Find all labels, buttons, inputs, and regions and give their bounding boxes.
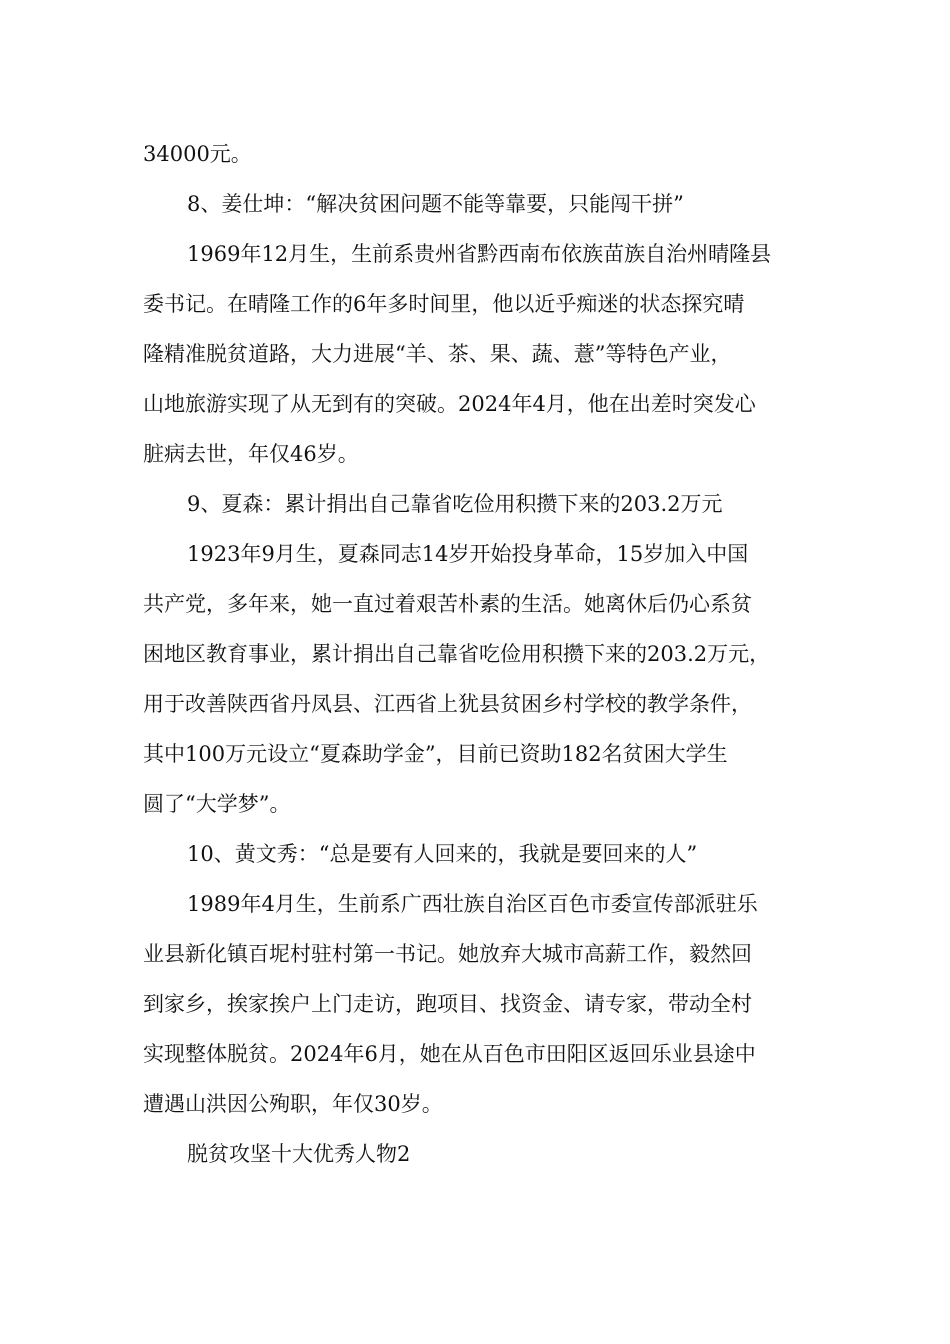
section-title: 脱贫攻坚十大优秀人物2 [187,1142,411,1166]
heading-huang-wenxiu: 10、黄文秀：“总是要有人回来的，我就是要回来的人” [187,842,698,866]
text-line: 隆精准脱贫道路，大力进展“羊、茶、果、蔬、薏”等特色产业， [143,342,732,366]
text-line: 到家乡，挨家挨户上门走访，跑项目、找资金、请专家，带动全村 [143,992,752,1016]
text-line: 1923年9月生，夏森同志14岁开始投身革命，15岁加入中国 [187,542,749,566]
text-line: 遭遇山洪因公殉职，年仅30岁。 [143,1092,443,1116]
text-line-continuation: 34000元。 [143,142,252,166]
text-line: 脏病去世，年仅46岁。 [143,442,359,466]
text-line: 委书记。在晴隆工作的6年多时间里，他以近乎痴迷的状态探究晴 [143,292,745,316]
text-line: 共产党，多年来，她一直过着艰苦朴素的生活。她离休后仍心系贫 [143,592,752,616]
text-line: 困地区教育事业，累计捐出自己靠省吃俭用积攒下来的203.2万元， [143,642,771,666]
text-line: 实现整体脱贫。2024年6月，她在从百色市田阳区返回乐业县途中 [143,1042,756,1066]
text-line: 业县新化镇百坭村驻村第一书记。她放弃大城市高薪工作，毅然回 [143,942,752,966]
text-line: 圆了“大学梦”。 [143,792,291,816]
heading-xia-sen: 9、夏森：累计捐出自己靠省吃俭用积攒下来的203.2万元 [187,492,723,516]
text-line: 用于改善陕西省丹凤县、江西省上犹县贫困乡村学校的教学条件， [143,692,752,716]
text-line: 1969年12月生，生前系贵州省黔西南布依族苗族自治州晴隆县 [187,242,772,266]
heading-jiang-shikun: 8、姜仕坤：“解决贫困问题不能等靠要，只能闯干拼” [187,192,684,216]
text-line: 其中100万元设立“夏森助学金”，目前已资助182名贫困大学生 [143,742,728,766]
text-line: 1989年4月生，生前系广西壮族自治区百色市委宣传部派驻乐 [187,892,758,916]
text-line: 山地旅游实现了从无到有的突破。2024年4月，他在出差时突发心 [143,392,756,416]
document-body [143,129,823,1179]
